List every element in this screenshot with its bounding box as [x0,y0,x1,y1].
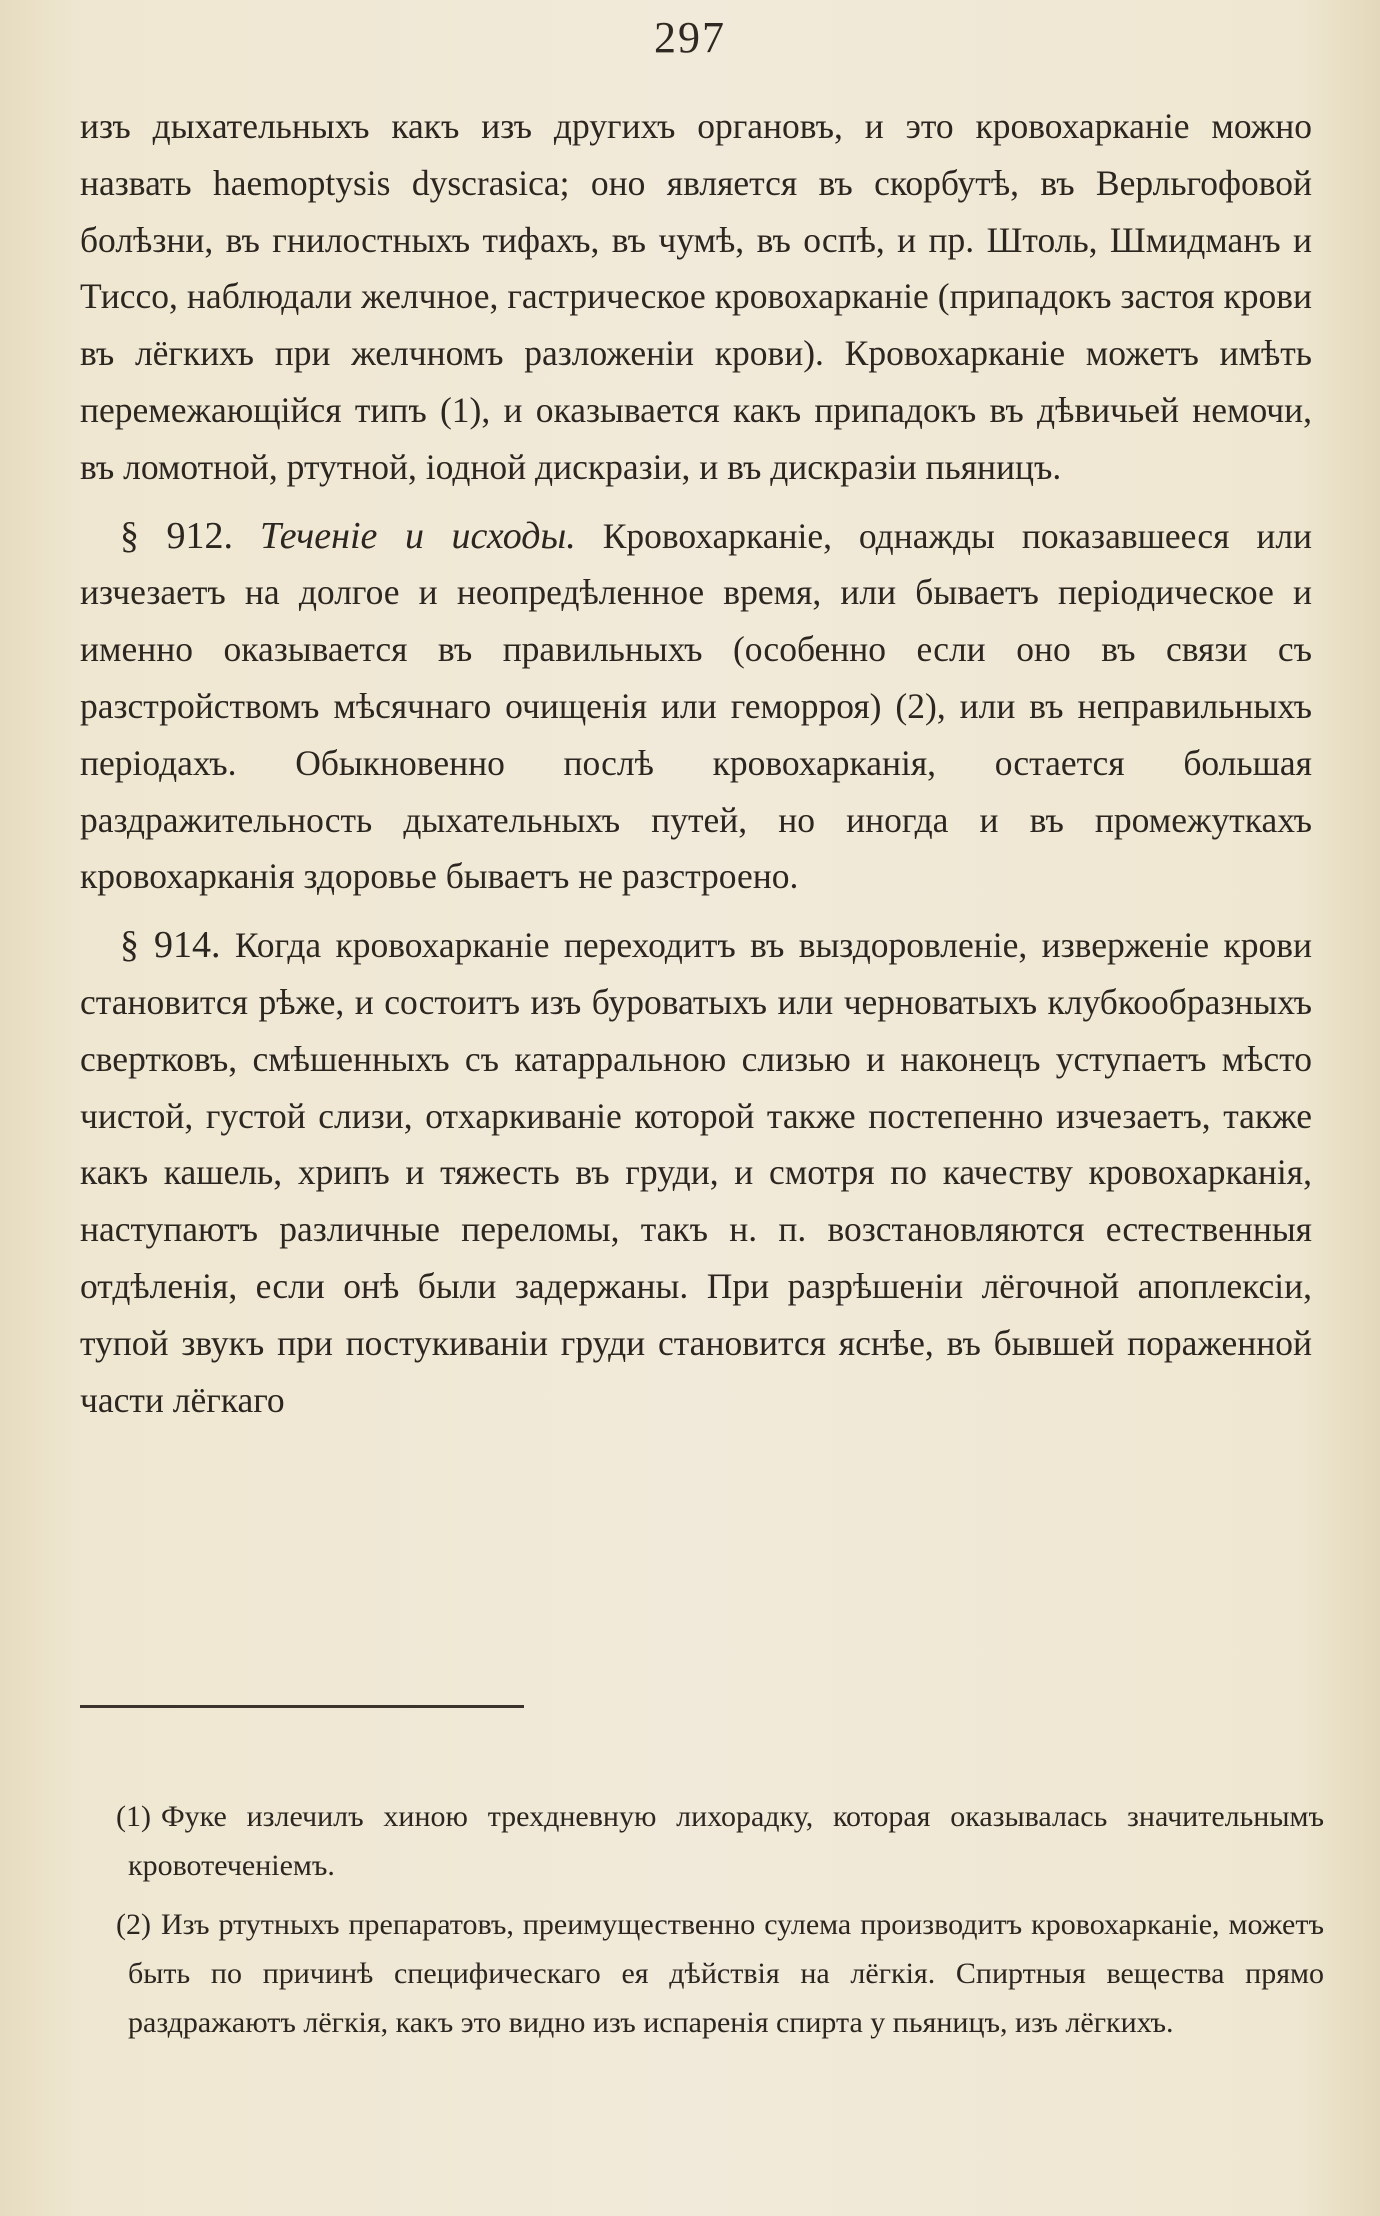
footnote-2 [116,1900,1324,2047]
footnote-1 [116,1792,1324,1890]
intro-paragraph: изъ дыхательныхъ какъ изъ другихъ органовъ, и это кровохарканіе можно назвать haemoptysis dyscrasica; оно является въ скорбутѣ, въ Верльгофовой болѣзни, въ гнилостныхъ тифахъ, въ чумѣ, въ оспѣ, и пр. Штоль, Шмидманъ и Тиссо, наблюдали желчное, гастрическое кровохарканіе (припадокъ застоя крови въ лёгкихъ при желчномъ разложеніи крови). Кровохарканіе можетъ имѣть перемежающійся типъ (1), и оказывается какъ припадокъ въ дѣвичьей немочи, въ ломотной, ртутной, іодной дискразіи, и въ дискразіи пьяницъ. [80,106,1312,487]
section-912-text: Кровохарканіе, однажды показавшееся или изчезаетъ на долгое и неопредѣленное время, или бываетъ періодическое и именно оказывается въ правильныхъ (особенно если оно въ связи съ разстройствомъ мѣсячнаго очищенія или геморроя) (2), или въ неправильныхъ періодахъ. Обыкновенно послѣ кровохарканія, остается большая раздражительность дыхательныхъ путей, но иногда и въ промежуткахъ кровохарканія здоровье бываетъ не разстроено. [80,515,1313,897]
section-914-text: Когда кровохарканіе переходитъ въ выздоровленіе, изверженіе крови становится рѣже, и состоитъ изъ буроватыхъ или черноватыхъ клубкообразныхъ свертковъ, смѣшенныхъ съ катарральною слизью и наконецъ уступаетъ мѣсто чистой, густой слизи, отхаркиваніе которой также постепенно изчезаетъ, также какъ кашель, хрипъ и тяжесть въ груди, и смотря по качеству кровохарканія, наступаютъ различные переломы, такъ н. п. возстановляются естественныя отдѣленія, если онѣ были задержаны. При разрѣшеніи лёгочной апоплексіи, тупой звукъ при постукиваніи груди становится яснѣе, въ бывшей пораженной части лёгкаго [80,925,1313,1420]
footnote-1-text: Фуке излечилъ хиною трехдневную лихорадку, которая оказывалась значительнымъ кровотеченіемъ. [128,1800,1324,1882]
page-number: 297 [654,13,726,62]
section-914-paragraph [80,917,1312,1428]
footnote-1-marker: (1) [116,1800,151,1833]
footnote-2-marker: (2) [116,1908,151,1941]
footnotes [116,1792,1324,2047]
footnote-2-text: Изъ ртутныхъ препаратовъ, преимущественно сулема производитъ кровохарканіе, можетъ быть по причинѣ специфическаго ея дѣйствія на лёгкія. Спиртныя вещества прямо раздражаютъ лёгкія, какъ это видно изъ испаренія спирта у пьяницъ, изъ лёгкихъ. [128,1908,1324,2039]
section-912-title: Теченіе и исходы. [260,514,576,557]
section-914-number: § 914. [120,924,221,967]
section-912-paragraph [80,508,1312,906]
section-912-number: § 912. [120,514,234,557]
footnote-divider [80,1705,524,1708]
main-text [80,98,1312,1428]
